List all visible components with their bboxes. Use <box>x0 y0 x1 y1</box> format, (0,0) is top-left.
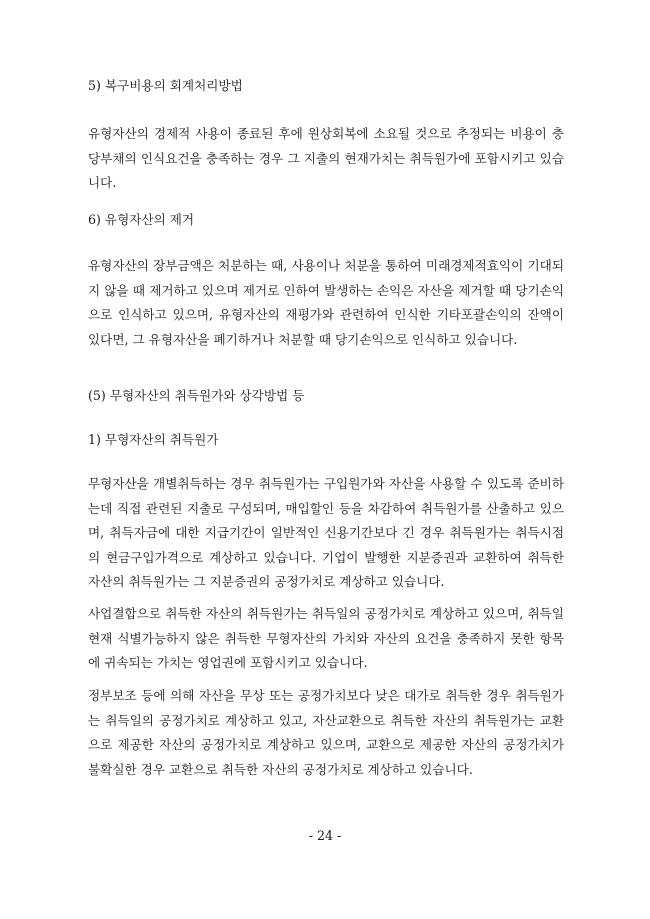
paragraph-government-grant: 정부보조 등에 의해 자산을 무상 또는 공정가치보다 낮은 대가로 취득한 경우 취득원가는 취득일의 공정가치로 계상하고 있고, 자산교환으로 취득한 자산의 취득원가는 교환으로 제공한 자산의 공정가치로 계상하고 있으며, 교환으로 제공한 자산의 공정가치가 불확실한 경우 교환으로 취득한 자산의 공정가치로 계상하고 있습니다. <box>88 688 564 777</box>
section-heading-restoration-cost: 5) 복구비용의 회계처리방법 <box>88 78 243 93</box>
paragraph-business-combination: 사업결합으로 취득한 자산의 취득원가는 취득일의 공정가치로 계상하고 있으며, 취득일 현재 식별가능하지 않은 취득한 무형자산의 가치와 자산의 요건을 충족하지 못한 항목에 귀속되는 가치는 영업권에 포함시키고 있습니다. <box>88 606 564 670</box>
section-heading-derecognition: 6) 유형자산의 제거 <box>88 212 195 227</box>
paragraph-individual-acquisition: 무형자산을 개별취득하는 경우 취득원가는 구입원가와 자산을 사용할 수 있도록 준비하는데 직접 관련된 지출로 구성되며, 매입할인 등을 차감하여 취득원가를 산출하고 있으며, 취득자금에 대한 지급기간이 일반적인 신용기간보다 긴 경우 취득원가는 취득시점의 현금구입가격으로 계상하고 있습니다. 기업이 발행한 지분증권과 교환하여 취득한 자산의 취득원가는 그 지분증권의 공정가치로 계상하고 있습니다. <box>88 476 564 589</box>
paragraph-derecognition: 유형자산의 장부금액은 처분하는 때, 사용이나 처분을 통하여 미래경제적효익이 기대되지 않을 때 제거하고 있으며 제거로 인하여 발생하는 손익은 자산을 제거할 때 당기손익으로 인식하고 있으며, 유형자산의 재평가와 관련하여 인식한 기타포괄손익의 잔액이 있다면, 그 유형자산을 폐기하거나 처분할 때 당기손익으로 인식하고 있습니다. <box>88 258 564 347</box>
section-heading-intangible-cost: 1) 무형자산의 취득원가 <box>88 432 219 447</box>
page-number: - 24 - <box>308 828 342 843</box>
paragraph-restoration-cost: 유형자산의 경제적 사용이 종료된 후에 원상회복에 소요될 것으로 추정되는 비용이 충당부채의 인식요건을 충족하는 경우 그 지출의 현재가치는 취득원가에 포함시키고 있습니다. <box>88 126 564 190</box>
section-heading-intangible-assets: (5) 무형자산의 취득원가와 상각방법 등 <box>88 388 305 403</box>
